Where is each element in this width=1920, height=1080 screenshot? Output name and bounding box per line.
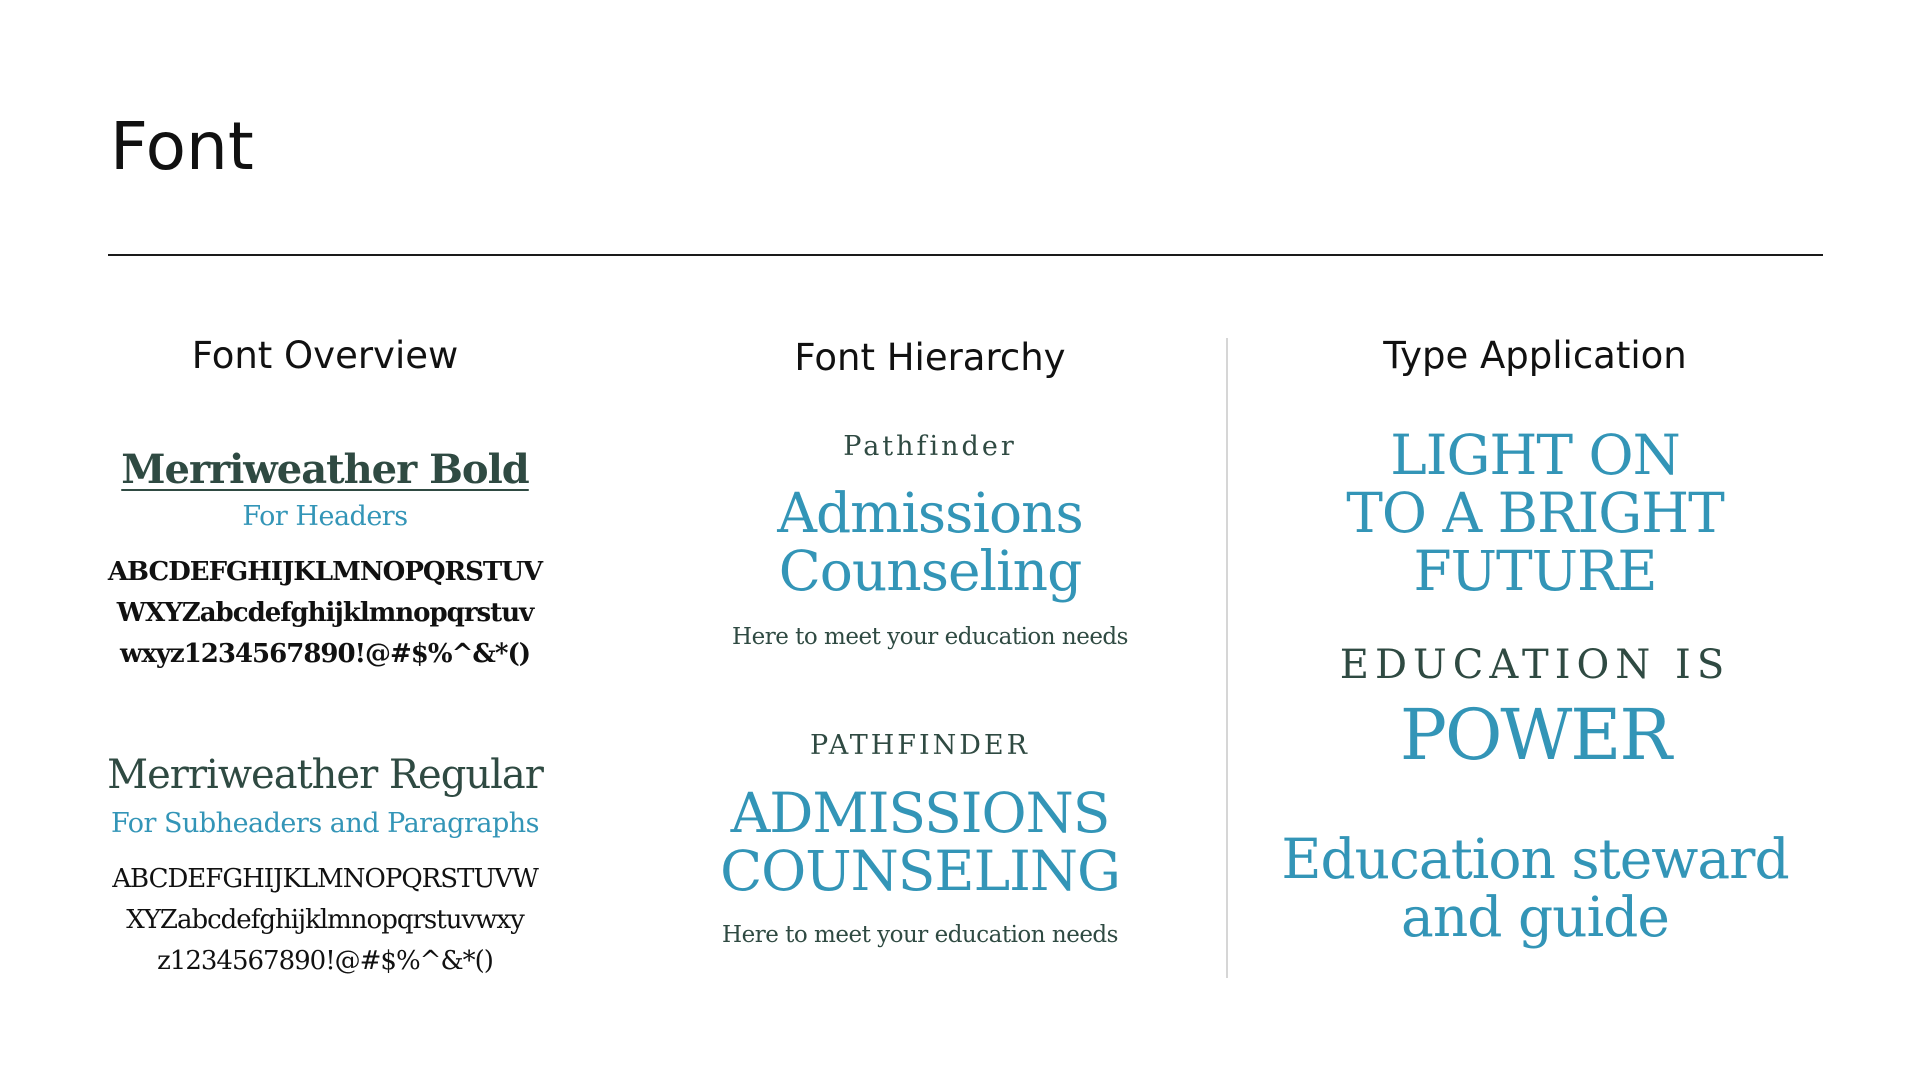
application-power: POWER — [1399, 694, 1671, 776]
hierarchy-tagline: Here to meet your education needs — [732, 624, 1128, 650]
hierarchy-eyebrow-caps: PATHFINDER — [810, 730, 1030, 761]
regular-glyph-sample — [90, 859, 560, 982]
glyph-line: WXYZabcdefghijklmnopqrstuv — [116, 598, 534, 628]
application-line: Education steward — [1281, 827, 1789, 891]
application-line: and guide — [1401, 885, 1669, 949]
title-divider — [108, 254, 1823, 256]
glyph-line: XYZabcdefghijklmnopqrstuvwxy — [126, 905, 524, 935]
glyph-line: ABCDEFGHIJKLMNOPQRSTUVW — [112, 864, 538, 894]
regular-font-name: Merriweather Regular — [107, 752, 543, 798]
glyph-line: ABCDEFGHIJKLMNOPQRSTUV — [107, 557, 543, 587]
hierarchy-title-caps — [680, 781, 1160, 903]
hierarchy-title — [690, 481, 1170, 603]
application-sample-light — [1240, 423, 1830, 603]
hierarchy-tagline-caps: Here to meet your education needs — [722, 922, 1118, 948]
application-sample-steward — [1240, 827, 1830, 949]
glyph-line: z1234567890!@#$%^&*() — [157, 946, 493, 976]
hierarchy-title-line: COUNSELING — [720, 839, 1120, 903]
hierarchy-title-line: Counseling — [778, 539, 1082, 603]
regular-font-usage: For Subheaders and Paragraphs — [111, 808, 539, 839]
type-application-heading: Type Application — [1383, 334, 1687, 377]
bold-glyph-sample — [90, 552, 560, 675]
bold-font-usage: For Headers — [242, 501, 408, 532]
font-overview-heading: Font Overview — [191, 334, 459, 377]
glyph-line: wxyz1234567890!@#$%^&*() — [119, 639, 531, 669]
page-title: Font — [110, 108, 254, 185]
application-line: TO A BRIGHT — [1346, 481, 1724, 545]
application-line: LIGHT ON — [1390, 423, 1680, 487]
application-line: FUTURE — [1413, 539, 1657, 603]
font-hierarchy-heading: Font Hierarchy — [794, 336, 1066, 379]
hierarchy-title-line: Admissions — [777, 481, 1083, 545]
hierarchy-title-line: ADMISSIONS — [730, 781, 1110, 845]
column-divider — [1226, 338, 1228, 978]
hierarchy-eyebrow: Pathfinder — [843, 431, 1017, 462]
bold-font-name: Merriweather Bold — [121, 446, 529, 493]
application-eyebrow: EDUCATION IS — [1339, 642, 1731, 688]
